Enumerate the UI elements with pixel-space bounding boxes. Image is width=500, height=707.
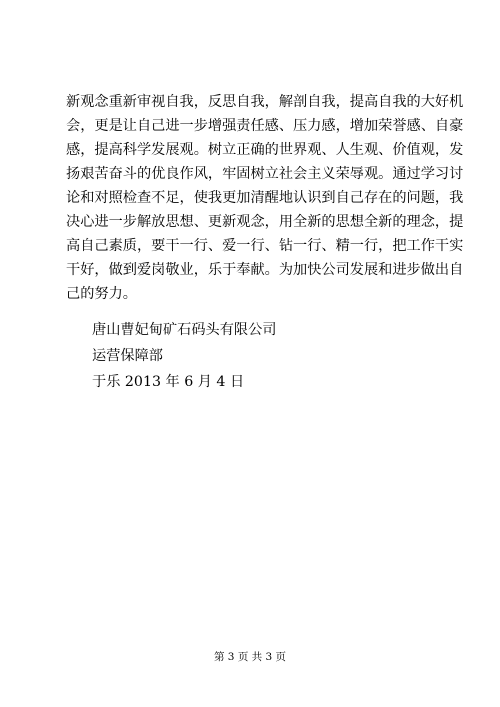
paragraph-line: 论和对照检查不足，使我更加清醒地认识到自己存在的问题，我 xyxy=(66,190,464,206)
paragraph-line: 新观念重新审视自我，反思自我，解剖自我，提高自我的大好机 xyxy=(66,94,464,110)
paragraph-line: 感，提高科学发展观。树立正确的世界观、人生观、价值观，发 xyxy=(66,142,464,158)
signature-department: 运营保障部 xyxy=(92,348,163,364)
paragraph-line: 决心进一步解放思想、更新观念，用全新的思想全新的理念，提 xyxy=(66,214,464,230)
paragraph-line: 高自己素质，要干一行、爱一行、钻一行、精一行，把工作干实 xyxy=(66,238,464,254)
signature-company: 唐山曹妃甸矿石码头有限公司 xyxy=(92,322,277,338)
page-number-footer: 第 3 页 共 3 页 xyxy=(213,651,287,663)
body-paragraph xyxy=(66,90,464,306)
paragraph-line: 会，更是让自己进一步增强责任感、压力感，增加荣誉感、自豪 xyxy=(66,118,464,134)
paragraph-line: 干好，做到爱岗敬业，乐于奉献。为加快公司发展和进步做出自 xyxy=(66,262,464,278)
signature-date: 于乐 2013 年 6 月 4 日 xyxy=(92,374,245,390)
paragraph-line: 己的努力。 xyxy=(66,286,137,302)
paragraph-line: 扬艰苦奋斗的优良作风，牢固树立社会主义荣辱观。通过学习讨 xyxy=(66,166,464,182)
